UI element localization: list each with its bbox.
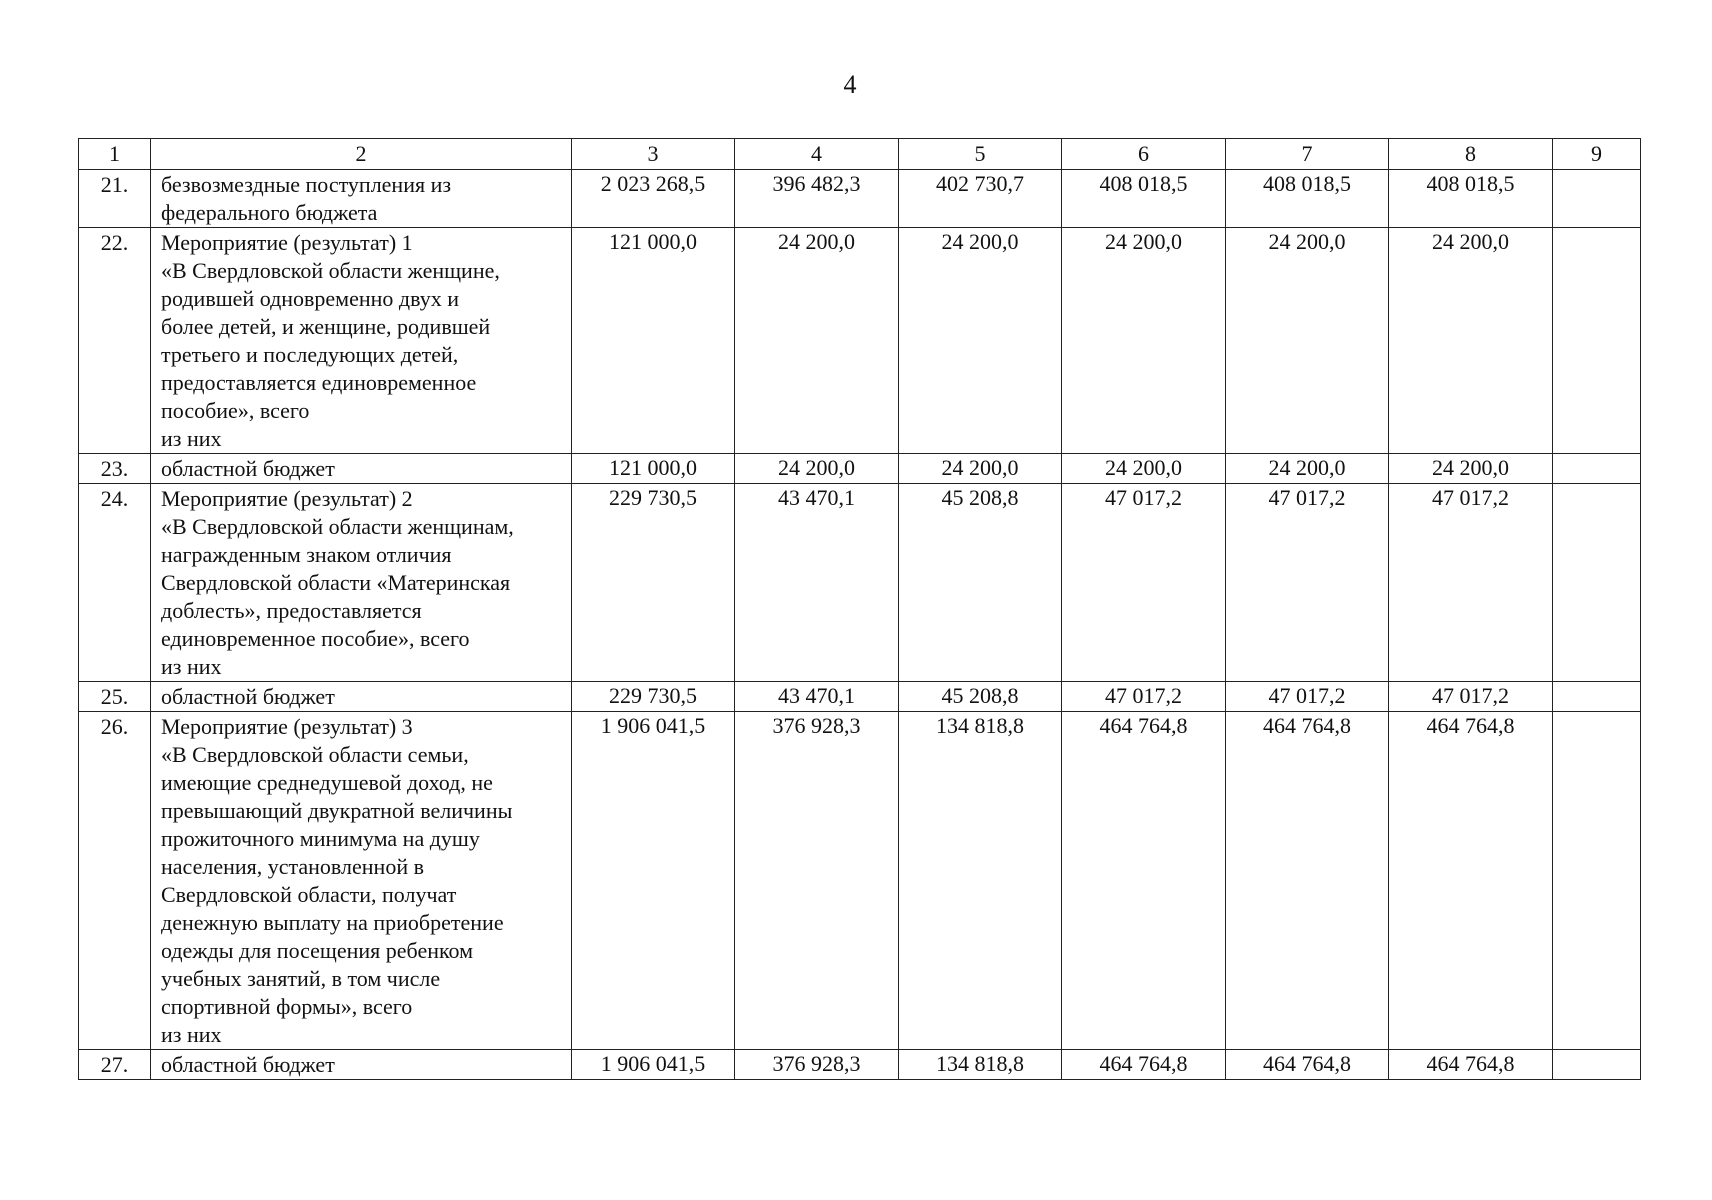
value-text: 24 200,0 xyxy=(1268,229,1346,254)
value-cell xyxy=(735,712,899,1050)
value-cell xyxy=(572,484,735,682)
value-cell xyxy=(1553,454,1641,484)
row-number-cell xyxy=(79,454,151,484)
column-header: 3 xyxy=(572,139,735,170)
value-text: 24 200,0 xyxy=(941,229,1019,254)
value-text: 408 018,5 xyxy=(1263,171,1351,196)
row-number-cell xyxy=(79,170,151,228)
value-cell xyxy=(1226,228,1389,454)
value-text: 47 017,2 xyxy=(1268,683,1346,708)
value-text: 1 906 041,5 xyxy=(600,1051,706,1076)
row-number: 24. xyxy=(100,486,129,511)
value-cell xyxy=(1553,712,1641,1050)
value-text: 24 200,0 xyxy=(1268,455,1346,480)
description-line: безвозмездные поступления из xyxy=(161,172,452,197)
value-text: 121 000,0 xyxy=(609,455,697,480)
value-cell xyxy=(1389,484,1553,682)
page-number: 4 xyxy=(843,70,857,99)
description-line: «В Свердловской области женщинам, xyxy=(161,514,514,539)
row-number-cell xyxy=(79,228,151,454)
description-cell xyxy=(151,1050,572,1080)
budget-table xyxy=(78,138,1641,1080)
value-cell xyxy=(1553,170,1641,228)
value-text: 24 200,0 xyxy=(1105,455,1182,480)
description-line: Мероприятие (результат) 1 xyxy=(161,230,413,255)
value-cell xyxy=(899,712,1062,1050)
value-text: 402 730,7 xyxy=(936,171,1024,196)
value-text: 464 764,8 xyxy=(1099,713,1188,738)
column-header: 4 xyxy=(735,139,899,170)
value-text: 134 818,8 xyxy=(936,1051,1024,1076)
value-cell xyxy=(1062,228,1226,454)
value-cell xyxy=(572,1050,735,1080)
description-line: учебных занятий, в том числе xyxy=(161,966,441,991)
table-row xyxy=(79,454,1641,484)
value-cell xyxy=(735,454,899,484)
value-cell xyxy=(1389,712,1553,1050)
row-number: 22. xyxy=(100,230,129,255)
row-number: 25. xyxy=(100,684,129,709)
value-text: 43 470,1 xyxy=(778,485,855,510)
description-line: денежную выплату на приобретение xyxy=(161,910,504,935)
description-line: третьего и последующих детей, xyxy=(161,342,459,367)
description-line: награжденным знаком отличия xyxy=(161,542,452,567)
value-cell xyxy=(899,682,1062,712)
description-line: предоставляется единовременное xyxy=(161,370,477,395)
value-cell xyxy=(1062,682,1226,712)
description-cell xyxy=(151,454,572,484)
value-text: 24 200,0 xyxy=(1432,229,1509,254)
description-line: «В Свердловской области женщине, xyxy=(161,258,500,283)
value-cell xyxy=(1062,454,1226,484)
description-line: населения, установленной в xyxy=(161,854,424,879)
row-number: 27. xyxy=(100,1052,129,1077)
row-number-cell xyxy=(79,484,151,682)
value-text: 134 818,8 xyxy=(936,713,1024,738)
description-cell xyxy=(151,170,572,228)
description-line: превышающий двукратной величины xyxy=(161,798,513,823)
value-cell xyxy=(1389,170,1553,228)
value-text: 464 764,8 xyxy=(1263,713,1351,738)
value-text: 408 018,5 xyxy=(1099,171,1188,196)
header-row xyxy=(79,139,1641,170)
value-text: 24 200,0 xyxy=(778,229,855,254)
column-header: 9 xyxy=(1553,139,1641,170)
value-cell xyxy=(1062,1050,1226,1080)
value-cell xyxy=(1389,1050,1553,1080)
description-cell xyxy=(151,228,572,454)
value-text: 45 208,8 xyxy=(941,485,1019,510)
value-text: 464 764,8 xyxy=(1263,1051,1351,1076)
column-header: 5 xyxy=(899,139,1062,170)
value-cell xyxy=(899,1050,1062,1080)
value-cell xyxy=(1389,454,1553,484)
table-row xyxy=(79,484,1641,682)
value-text: 47 017,2 xyxy=(1105,683,1182,708)
table-row xyxy=(79,228,1641,454)
value-text: 408 018,5 xyxy=(1426,171,1515,196)
value-text: 24 200,0 xyxy=(1432,455,1509,480)
column-header: 1 xyxy=(79,139,151,170)
description-line: федерального бюджета xyxy=(161,200,378,225)
value-cell xyxy=(1062,712,1226,1050)
description-line: из них xyxy=(161,426,222,451)
value-cell xyxy=(1062,484,1226,682)
description-line: из них xyxy=(161,1022,222,1047)
row-number: 26. xyxy=(100,714,129,739)
table-body xyxy=(79,170,1641,1080)
value-cell xyxy=(572,454,735,484)
value-text: 47 017,2 xyxy=(1432,683,1509,708)
value-cell xyxy=(735,228,899,454)
description-line: прожиточного минимума на душу xyxy=(161,826,480,851)
row-number-cell xyxy=(79,682,151,712)
value-text: 229 730,5 xyxy=(609,485,697,510)
description-line: более детей, и женщине, родившей xyxy=(161,314,491,339)
description-cell xyxy=(151,712,572,1050)
value-cell xyxy=(1226,454,1389,484)
description-line: Мероприятие (результат) 2 xyxy=(161,486,413,511)
value-cell xyxy=(572,682,735,712)
value-text: 464 764,8 xyxy=(1426,713,1515,738)
value-cell xyxy=(735,484,899,682)
value-text: 376 928,3 xyxy=(772,713,861,738)
value-cell xyxy=(1553,484,1641,682)
value-cell xyxy=(572,712,735,1050)
value-cell xyxy=(1553,682,1641,712)
description-line: одежды для посещения ребенком xyxy=(161,938,474,963)
value-text: 43 470,1 xyxy=(778,683,855,708)
value-cell xyxy=(899,170,1062,228)
value-cell xyxy=(1226,484,1389,682)
value-cell xyxy=(735,682,899,712)
table-row xyxy=(79,1050,1641,1080)
value-cell xyxy=(899,484,1062,682)
value-cell xyxy=(899,228,1062,454)
row-number: 21. xyxy=(100,172,129,197)
table-row xyxy=(79,712,1641,1050)
description-line: имеющие среднедушевой доход, не xyxy=(161,770,493,795)
column-header: 7 xyxy=(1226,139,1389,170)
value-text: 229 730,5 xyxy=(609,683,697,708)
value-cell xyxy=(735,170,899,228)
value-text: 47 017,2 xyxy=(1268,485,1346,510)
row-number-cell xyxy=(79,1050,151,1080)
table-row xyxy=(79,682,1641,712)
description-line: доблесть», предоставляется xyxy=(161,598,422,623)
description-line: спортивной формы», всего xyxy=(161,994,413,1019)
description-line: областной бюджет xyxy=(161,684,335,709)
description-line: областной бюджет xyxy=(161,456,335,481)
value-cell xyxy=(1226,1050,1389,1080)
value-cell xyxy=(1389,682,1553,712)
value-cell xyxy=(1062,170,1226,228)
value-cell xyxy=(572,228,735,454)
description-line: родившей одновременно двух и xyxy=(161,286,460,311)
value-cell xyxy=(1226,712,1389,1050)
column-header: 6 xyxy=(1062,139,1226,170)
value-cell xyxy=(1553,228,1641,454)
row-number-cell xyxy=(79,712,151,1050)
value-text: 376 928,3 xyxy=(772,1051,861,1076)
value-text: 396 482,3 xyxy=(772,171,861,196)
value-cell xyxy=(1553,1050,1641,1080)
value-text: 2 023 268,5 xyxy=(600,171,706,196)
description-line: «В Свердловской области семьи, xyxy=(161,742,469,767)
value-text: 464 764,8 xyxy=(1099,1051,1188,1076)
column-header: 2 xyxy=(151,139,572,170)
value-text: 464 764,8 xyxy=(1426,1051,1515,1076)
value-text: 24 200,0 xyxy=(941,455,1019,480)
value-text: 45 208,8 xyxy=(941,683,1019,708)
value-text: 24 200,0 xyxy=(1105,229,1182,254)
description-line: Свердловской области «Материнская xyxy=(161,570,511,595)
row-number: 23. xyxy=(100,456,129,481)
value-cell xyxy=(1226,682,1389,712)
value-cell xyxy=(735,1050,899,1080)
value-cell xyxy=(1389,228,1553,454)
value-text: 121 000,0 xyxy=(609,229,697,254)
value-cell xyxy=(572,170,735,228)
value-text: 47 017,2 xyxy=(1432,485,1509,510)
description-line: Мероприятие (результат) 3 xyxy=(161,714,413,739)
column-header: 8 xyxy=(1389,139,1553,170)
description-cell xyxy=(151,484,572,682)
value-cell xyxy=(1226,170,1389,228)
description-line: Свердловской области, получат xyxy=(161,882,457,907)
value-text: 47 017,2 xyxy=(1105,485,1182,510)
value-text: 24 200,0 xyxy=(778,455,855,480)
description-line: пособие», всего xyxy=(161,398,310,423)
value-text: 1 906 041,5 xyxy=(600,713,706,738)
description-line: из них xyxy=(161,654,222,679)
value-cell xyxy=(899,454,1062,484)
table-row xyxy=(79,170,1641,228)
description-cell xyxy=(151,682,572,712)
description-line: единовременное пособие», всего xyxy=(161,626,470,651)
description-line: областной бюджет xyxy=(161,1052,335,1077)
